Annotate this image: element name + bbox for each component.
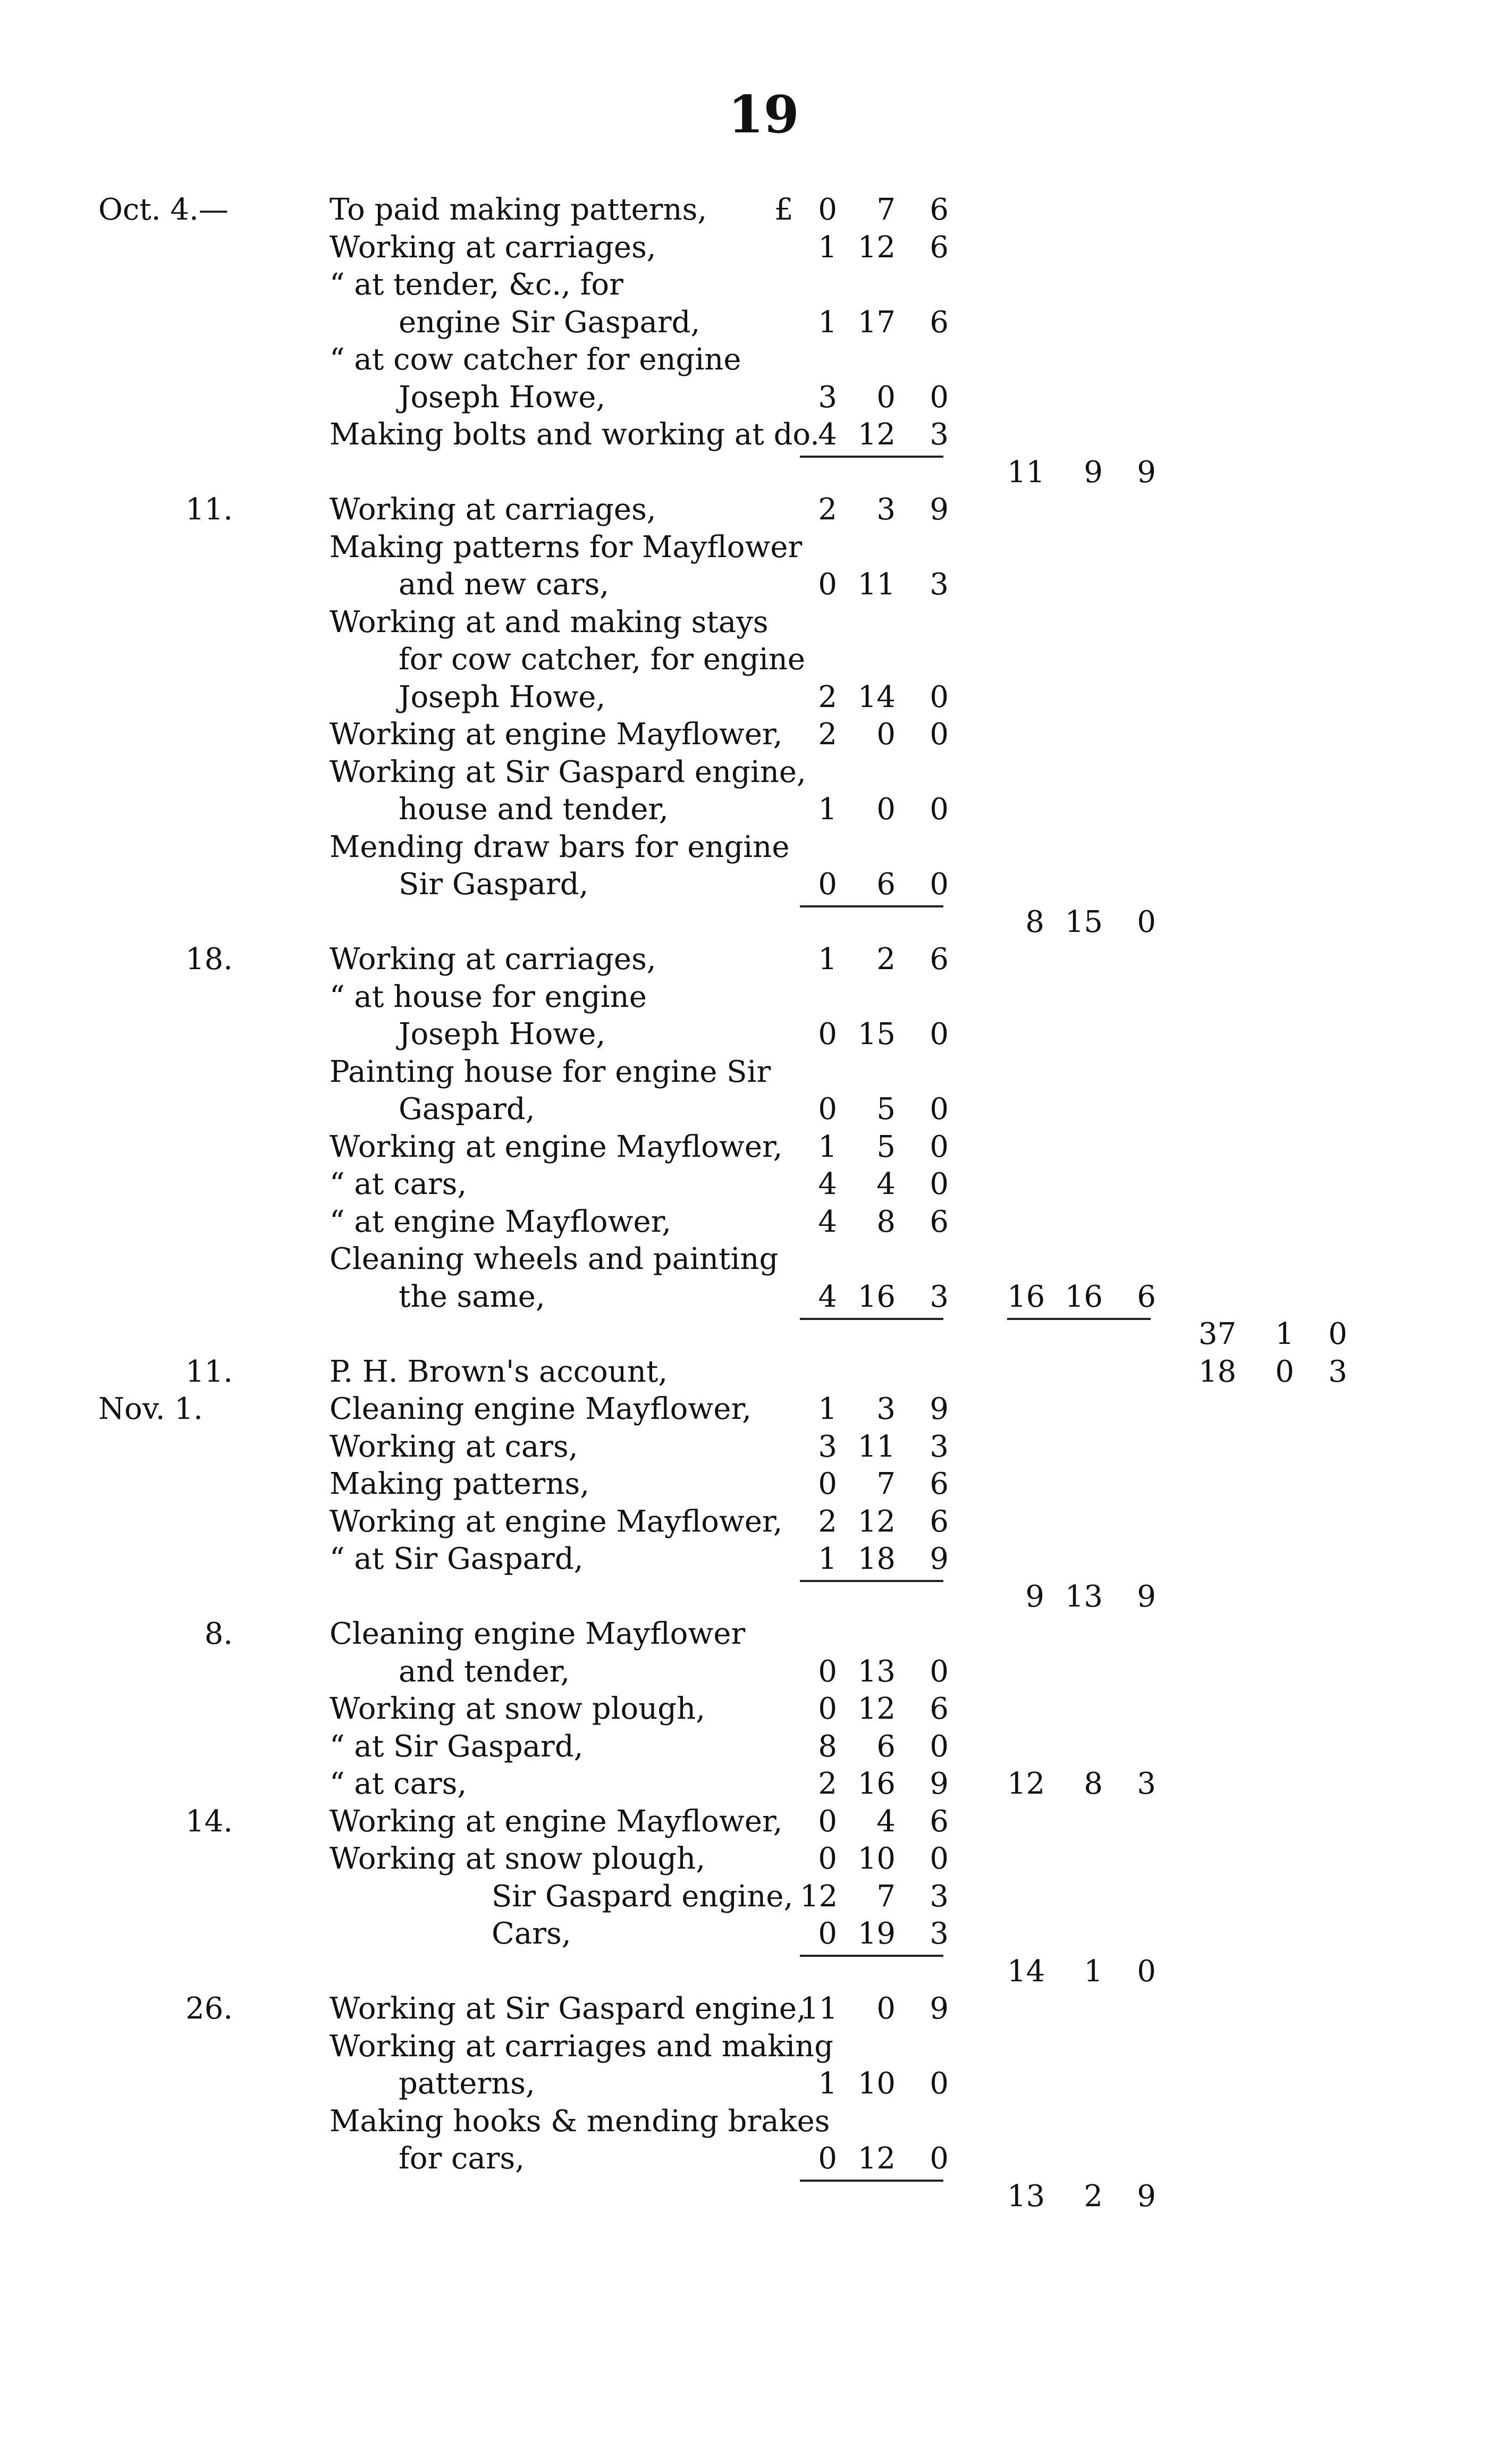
entry-description: “ at Sir Gaspard, xyxy=(330,1542,584,1576)
shillings-value: 0 xyxy=(876,1991,896,2026)
pence-value: 6 xyxy=(930,1467,949,1501)
ledger-row xyxy=(0,2140,1503,2177)
total-amount xyxy=(1198,1353,1358,1391)
pounds-value: 2 xyxy=(818,717,837,752)
shillings-value: 9 xyxy=(1084,455,1103,490)
ledger-row xyxy=(0,1428,1503,1466)
pence-value: 3 xyxy=(930,1429,949,1464)
item-amount xyxy=(800,1166,954,1203)
entry-description: patterns, xyxy=(399,2066,535,2101)
ledger-row xyxy=(0,1054,1503,1091)
entry-description: Working at carriages and making xyxy=(330,2029,833,2064)
ledger-row xyxy=(0,416,1503,453)
item-amount xyxy=(774,191,954,229)
ledger-row xyxy=(0,566,1503,603)
ledger-row xyxy=(0,2065,1503,2103)
item-amount xyxy=(800,1091,954,1128)
pence-value: 0 xyxy=(930,1092,949,1126)
ledger-row xyxy=(0,191,1503,229)
ledger-row xyxy=(0,1728,1503,1765)
pence-value: 3 xyxy=(930,417,949,452)
pence-value: 0 xyxy=(930,1130,949,1164)
shillings-value: 5 xyxy=(876,1092,896,1126)
ledger-row xyxy=(0,1616,1503,1653)
item-amount xyxy=(800,416,954,453)
pence-value: 9 xyxy=(1137,2179,1156,2214)
ledger-row xyxy=(0,1391,1503,1428)
pounds-value: 2 xyxy=(818,1767,837,1801)
entry-description: Joseph Howe, xyxy=(399,380,606,415)
ledger-row xyxy=(0,304,1503,341)
shillings-value: 0 xyxy=(876,717,896,752)
entry-date: 18. xyxy=(185,942,233,977)
subtotal-amount xyxy=(1007,1279,1161,1316)
pounds-value: 0 xyxy=(818,1916,837,1951)
pence-value: 0 xyxy=(930,1167,949,1201)
pounds-value: 0 xyxy=(818,1841,837,1876)
shillings-value: 11 xyxy=(857,567,896,602)
pounds-value: 3 xyxy=(818,1429,837,1464)
entry-description: engine Sir Gaspard, xyxy=(399,305,700,340)
pence-value: 0 xyxy=(930,1729,949,1764)
entry-description: Working at carriages, xyxy=(330,942,656,977)
ledger-row xyxy=(0,1091,1503,1128)
pence-value: 6 xyxy=(930,1504,949,1539)
entry-description: Sir Gaspard, xyxy=(399,867,589,902)
pounds-value: 0 xyxy=(818,567,837,602)
shillings-value: 16 xyxy=(857,1767,896,1801)
ledger-row xyxy=(0,1241,1503,1278)
shillings-value: 12 xyxy=(857,417,896,452)
ledger-row xyxy=(0,229,1503,266)
shillings-value: 6 xyxy=(876,1729,896,1764)
item-amount xyxy=(800,1765,954,1803)
pence-value: 6 xyxy=(930,1804,949,1839)
entry-description: Working at snow plough, xyxy=(330,1692,705,1726)
subtotal-amount xyxy=(1007,2178,1161,2215)
shillings-value: 0 xyxy=(876,792,896,827)
entry-description: “ at cars, xyxy=(330,1167,467,1201)
item-amount xyxy=(800,1878,954,1915)
page-number: 19 xyxy=(728,85,799,145)
subtotal-amount xyxy=(1007,1953,1161,1990)
pounds-value: 1 xyxy=(818,1542,837,1576)
shillings-value: 3 xyxy=(876,1392,896,1426)
pounds-value: 2 xyxy=(818,1504,837,1539)
pence-value: 3 xyxy=(930,1916,949,1951)
ledger-row xyxy=(0,1353,1503,1391)
item-amount xyxy=(800,1728,954,1765)
pounds-value: 0 xyxy=(818,1092,837,1126)
entry-description: “ at cow catcher for engine xyxy=(330,342,741,377)
pounds-value: 0 xyxy=(818,1017,837,1052)
entry-description: for cars, xyxy=(399,2141,525,2176)
ledger-row xyxy=(0,2103,1503,2140)
pounds-value: 3 xyxy=(818,380,837,415)
ledger-row xyxy=(0,754,1503,791)
ledger-row xyxy=(0,866,1503,903)
entry-description: Working at engine Mayflower, xyxy=(330,717,783,752)
entry-description: “ at engine Mayflower, xyxy=(330,1205,672,1239)
ledger-row xyxy=(0,904,1503,941)
entry-description: Cleaning engine Mayflower, xyxy=(330,1392,751,1426)
subtotal-amount xyxy=(1007,454,1161,491)
pence-value: 0 xyxy=(930,2141,949,2176)
pence-value: 9 xyxy=(1137,1579,1156,1614)
shillings-value: 15 xyxy=(857,1017,896,1052)
shillings-value: 4 xyxy=(876,1804,896,1839)
entry-description: Working at engine Mayflower, xyxy=(330,1504,783,1539)
ledger-row xyxy=(0,1953,1503,1990)
entry-description: Painting house for engine Sir xyxy=(330,1055,771,1089)
entry-date: 26. xyxy=(185,1991,233,2026)
ledger-row xyxy=(0,1204,1503,1241)
ledger-row xyxy=(0,1990,1503,2028)
entry-date: 14. xyxy=(185,1804,233,1839)
shillings-value: 7 xyxy=(876,1467,896,1501)
pounds-value: 1 xyxy=(818,305,837,340)
ledger-row xyxy=(0,529,1503,566)
shillings-value: 15 xyxy=(1065,905,1103,939)
ledger-row xyxy=(0,716,1503,753)
pence-value: 9 xyxy=(930,1392,949,1426)
pence-value: 0 xyxy=(930,1654,949,1689)
shillings-value: 16 xyxy=(1065,1280,1103,1314)
shillings-value: 2 xyxy=(1084,2179,1103,2214)
entry-description: Working at cars, xyxy=(330,1429,578,1464)
ledger-row xyxy=(0,341,1503,379)
shillings-value: 7 xyxy=(876,1879,896,1914)
entry-description: house and tender, xyxy=(399,792,669,827)
pence-value: 9 xyxy=(930,1991,949,2026)
pence-value: 3 xyxy=(930,1879,949,1914)
ledger-row xyxy=(0,1466,1503,1503)
pounds-value: 0 xyxy=(818,192,837,227)
entry-date: Nov. 1. xyxy=(98,1392,203,1426)
pounds-value: 13 xyxy=(1007,2179,1045,2214)
currency-symbol: £ xyxy=(774,192,793,227)
item-amount xyxy=(800,1840,954,1878)
pounds-value: 2 xyxy=(818,492,837,527)
ledger-row xyxy=(0,1279,1503,1316)
shillings-value: 13 xyxy=(857,1654,896,1689)
pence-value: 9 xyxy=(930,1767,949,1801)
pounds-value: 2 xyxy=(818,680,837,714)
entry-description: Making patterns, xyxy=(330,1467,590,1501)
item-amount xyxy=(800,1990,954,2028)
shillings-value: 11 xyxy=(857,1429,896,1464)
ledger-row xyxy=(0,1691,1503,1728)
item-amount xyxy=(800,1691,954,1728)
pence-value: 6 xyxy=(930,230,949,265)
entry-date: 8. xyxy=(204,1617,233,1651)
pounds-value: 1 xyxy=(818,2066,837,2101)
entry-description: Joseph Howe, xyxy=(399,1017,606,1052)
shillings-value: 8 xyxy=(876,1205,896,1239)
entry-description: Cars, xyxy=(492,1916,571,1951)
pounds-value: 1 xyxy=(818,230,837,265)
ledger-row xyxy=(0,1578,1503,1616)
shillings-value: 12 xyxy=(857,1692,896,1726)
item-amount xyxy=(800,791,954,828)
ledger-row xyxy=(0,641,1503,678)
item-amount xyxy=(800,1279,954,1316)
item-amount xyxy=(800,566,954,603)
shillings-value: 2 xyxy=(876,942,896,977)
ledger-row xyxy=(0,604,1503,641)
entry-date: 11. xyxy=(185,492,233,527)
shillings-value: 1 xyxy=(1275,1317,1294,1351)
item-amount xyxy=(800,1466,954,1503)
item-amount xyxy=(800,1503,954,1541)
pounds-value: 8 xyxy=(1025,905,1044,939)
shillings-value: 5 xyxy=(876,1130,896,1164)
item-amount xyxy=(800,1391,954,1428)
pounds-value: 16 xyxy=(1007,1280,1045,1314)
total-amount xyxy=(1198,1316,1358,1353)
pence-value: 0 xyxy=(1137,905,1156,939)
item-amount xyxy=(800,1428,954,1466)
pounds-value: 1 xyxy=(818,1392,837,1426)
item-amount xyxy=(800,1129,954,1166)
entry-description: To paid making patterns, xyxy=(330,192,707,227)
item-amount xyxy=(800,941,954,978)
shillings-value: 12 xyxy=(857,2141,896,2176)
entry-description: Making hooks & mending brakes xyxy=(330,2104,830,2139)
ledger-row xyxy=(0,1316,1503,1353)
entry-description: P. H. Brown's account, xyxy=(330,1355,668,1389)
entry-description: Mending draw bars for engine xyxy=(330,830,790,864)
pounds-value: 4 xyxy=(818,1280,837,1314)
pounds-value: 0 xyxy=(818,1692,837,1726)
entry-description: Sir Gaspard engine, xyxy=(492,1879,793,1914)
pence-value: 6 xyxy=(930,305,949,340)
pence-value: 0 xyxy=(930,1017,949,1052)
entry-description: Cleaning wheels and painting xyxy=(330,1242,779,1276)
entry-description: Making bolts and working at do. xyxy=(330,417,820,452)
pounds-value: 4 xyxy=(818,1167,837,1201)
ledger-row xyxy=(0,829,1503,866)
ledger-row xyxy=(0,1765,1503,1803)
pence-value: 0 xyxy=(1137,1954,1156,1989)
entry-date: Oct. 4.— xyxy=(98,192,229,227)
item-amount xyxy=(800,229,954,266)
ledger-row xyxy=(0,454,1503,491)
shillings-value: 18 xyxy=(857,1542,896,1576)
ledger-row xyxy=(0,1541,1503,1578)
pounds-value: 4 xyxy=(818,1205,837,1239)
item-amount xyxy=(800,866,954,903)
pounds-value: 11 xyxy=(1007,455,1045,490)
pounds-value: 8 xyxy=(818,1729,837,1764)
entry-description: Working at carriages, xyxy=(330,492,656,527)
item-amount xyxy=(800,1803,954,1840)
entry-description: “ at house for engine xyxy=(330,980,647,1014)
entry-description: Joseph Howe, xyxy=(399,680,606,714)
ledger-row xyxy=(0,1503,1503,1541)
pounds-value: 18 xyxy=(1198,1355,1237,1389)
pounds-value: 1 xyxy=(818,1130,837,1164)
ledger-row xyxy=(0,2178,1503,2215)
entry-description: “ at Sir Gaspard, xyxy=(330,1729,584,1764)
entry-description: Working at engine Mayflower, xyxy=(330,1804,783,1839)
item-amount xyxy=(800,379,954,416)
ledger-row xyxy=(0,1915,1503,1953)
item-amount xyxy=(800,679,954,716)
entry-description: Working at Sir Gaspard engine, xyxy=(330,1991,806,2026)
ledger-row xyxy=(0,941,1503,978)
pounds-value: 0 xyxy=(818,1654,837,1689)
subtotal-amount xyxy=(1007,1765,1161,1803)
pounds-value: 0 xyxy=(818,1467,837,1501)
pounds-value: 37 xyxy=(1198,1317,1237,1351)
pounds-value: 1 xyxy=(818,792,837,827)
ledger-row xyxy=(0,1129,1503,1166)
entry-description: “ at cars, xyxy=(330,1767,467,1801)
shillings-value: 12 xyxy=(857,230,896,265)
pence-value: 3 xyxy=(930,567,949,602)
subtotal-amount xyxy=(1007,904,1161,941)
shillings-value: 10 xyxy=(857,1841,896,1876)
ledger-row xyxy=(0,1016,1503,1053)
pounds-value: 0 xyxy=(818,1804,837,1839)
ledger-row xyxy=(0,379,1503,416)
pence-value: 6 xyxy=(930,1205,949,1239)
pence-value: 0 xyxy=(930,867,949,902)
entry-description: Working at snow plough, xyxy=(330,1841,705,1876)
pounds-value: 12 xyxy=(1007,1767,1045,1801)
entry-description: Working at engine Mayflower, xyxy=(330,1130,783,1164)
shillings-value: 14 xyxy=(857,680,896,714)
ledger-row xyxy=(0,791,1503,828)
shillings-value: 3 xyxy=(876,492,896,527)
entry-description: Working at carriages, xyxy=(330,230,656,265)
pounds-value: 4 xyxy=(818,417,837,452)
entry-description: Working at and making stays xyxy=(330,605,769,640)
pounds-value: 14 xyxy=(1007,1954,1045,1989)
entry-date: 11. xyxy=(185,1355,233,1389)
shillings-value: 12 xyxy=(857,1504,896,1539)
pence-value: 9 xyxy=(1137,455,1156,490)
shillings-value: 16 xyxy=(857,1280,896,1314)
shillings-value: 4 xyxy=(876,1167,896,1201)
pounds-value: 1 xyxy=(818,942,837,977)
pence-value: 0 xyxy=(930,2066,949,2101)
pence-value: 0 xyxy=(1328,1317,1347,1351)
pence-value: 0 xyxy=(930,680,949,714)
item-amount xyxy=(800,716,954,753)
pounds-value: 12 xyxy=(800,1879,838,1914)
entry-description: Gaspard, xyxy=(399,1092,535,1126)
item-amount xyxy=(800,1016,954,1053)
ledger-row xyxy=(0,1878,1503,1915)
ledger-row xyxy=(0,1166,1503,1203)
pence-value: 0 xyxy=(930,717,949,752)
item-amount xyxy=(800,2065,954,2103)
shillings-value: 0 xyxy=(1275,1355,1294,1389)
pence-value: 3 xyxy=(1328,1355,1347,1389)
item-amount xyxy=(800,304,954,341)
pence-value: 0 xyxy=(930,1841,949,1876)
ledger-row xyxy=(0,266,1503,304)
ledger-row xyxy=(0,1803,1503,1840)
pence-value: 6 xyxy=(930,1692,949,1726)
pounds-value: 11 xyxy=(800,1991,838,2026)
shillings-value: 6 xyxy=(876,867,896,902)
subtotal-amount xyxy=(1007,1578,1161,1616)
pence-value: 3 xyxy=(1137,1767,1156,1801)
pence-value: 6 xyxy=(930,192,949,227)
ledger-row xyxy=(0,2028,1503,2065)
item-amount xyxy=(800,1915,954,1953)
pence-value: 0 xyxy=(930,380,949,415)
pence-value: 9 xyxy=(930,1542,949,1576)
pounds-value: 0 xyxy=(818,867,837,902)
entry-description: and new cars, xyxy=(399,567,610,602)
pence-value: 3 xyxy=(930,1280,949,1314)
shillings-value: 0 xyxy=(876,380,896,415)
shillings-value: 19 xyxy=(857,1916,896,1951)
item-amount xyxy=(800,491,954,528)
item-amount xyxy=(800,2140,954,2177)
shillings-value: 7 xyxy=(876,192,896,227)
ledger-row xyxy=(0,1653,1503,1691)
ledger-row xyxy=(0,491,1503,528)
ledger-row xyxy=(0,979,1503,1016)
ledger-row xyxy=(0,679,1503,716)
shillings-value: 17 xyxy=(857,305,896,340)
entry-description: the same, xyxy=(399,1280,545,1314)
entry-description: “ at tender, &c., for xyxy=(330,267,623,302)
item-amount xyxy=(800,1541,954,1578)
ledger-row xyxy=(0,1840,1503,1878)
entry-description: Making patterns for Mayflower xyxy=(330,530,803,565)
entry-description: Working at Sir Gaspard engine, xyxy=(330,755,806,789)
item-amount xyxy=(800,1653,954,1691)
pence-value: 6 xyxy=(930,942,949,977)
item-amount xyxy=(800,1204,954,1241)
pounds-value: 0 xyxy=(818,2141,837,2176)
shillings-value: 8 xyxy=(1084,1767,1103,1801)
shillings-value: 10 xyxy=(857,2066,896,2101)
pence-value: 6 xyxy=(1137,1280,1156,1314)
pence-value: 9 xyxy=(930,492,949,527)
entry-description: and tender, xyxy=(399,1654,570,1689)
pounds-value: 9 xyxy=(1025,1579,1044,1614)
entry-description: Cleaning engine Mayflower xyxy=(330,1617,746,1651)
shillings-value: 1 xyxy=(1084,1954,1103,1989)
pence-value: 0 xyxy=(930,792,949,827)
shillings-value: 13 xyxy=(1065,1579,1103,1614)
entry-description: for cow catcher, for engine xyxy=(399,642,806,677)
